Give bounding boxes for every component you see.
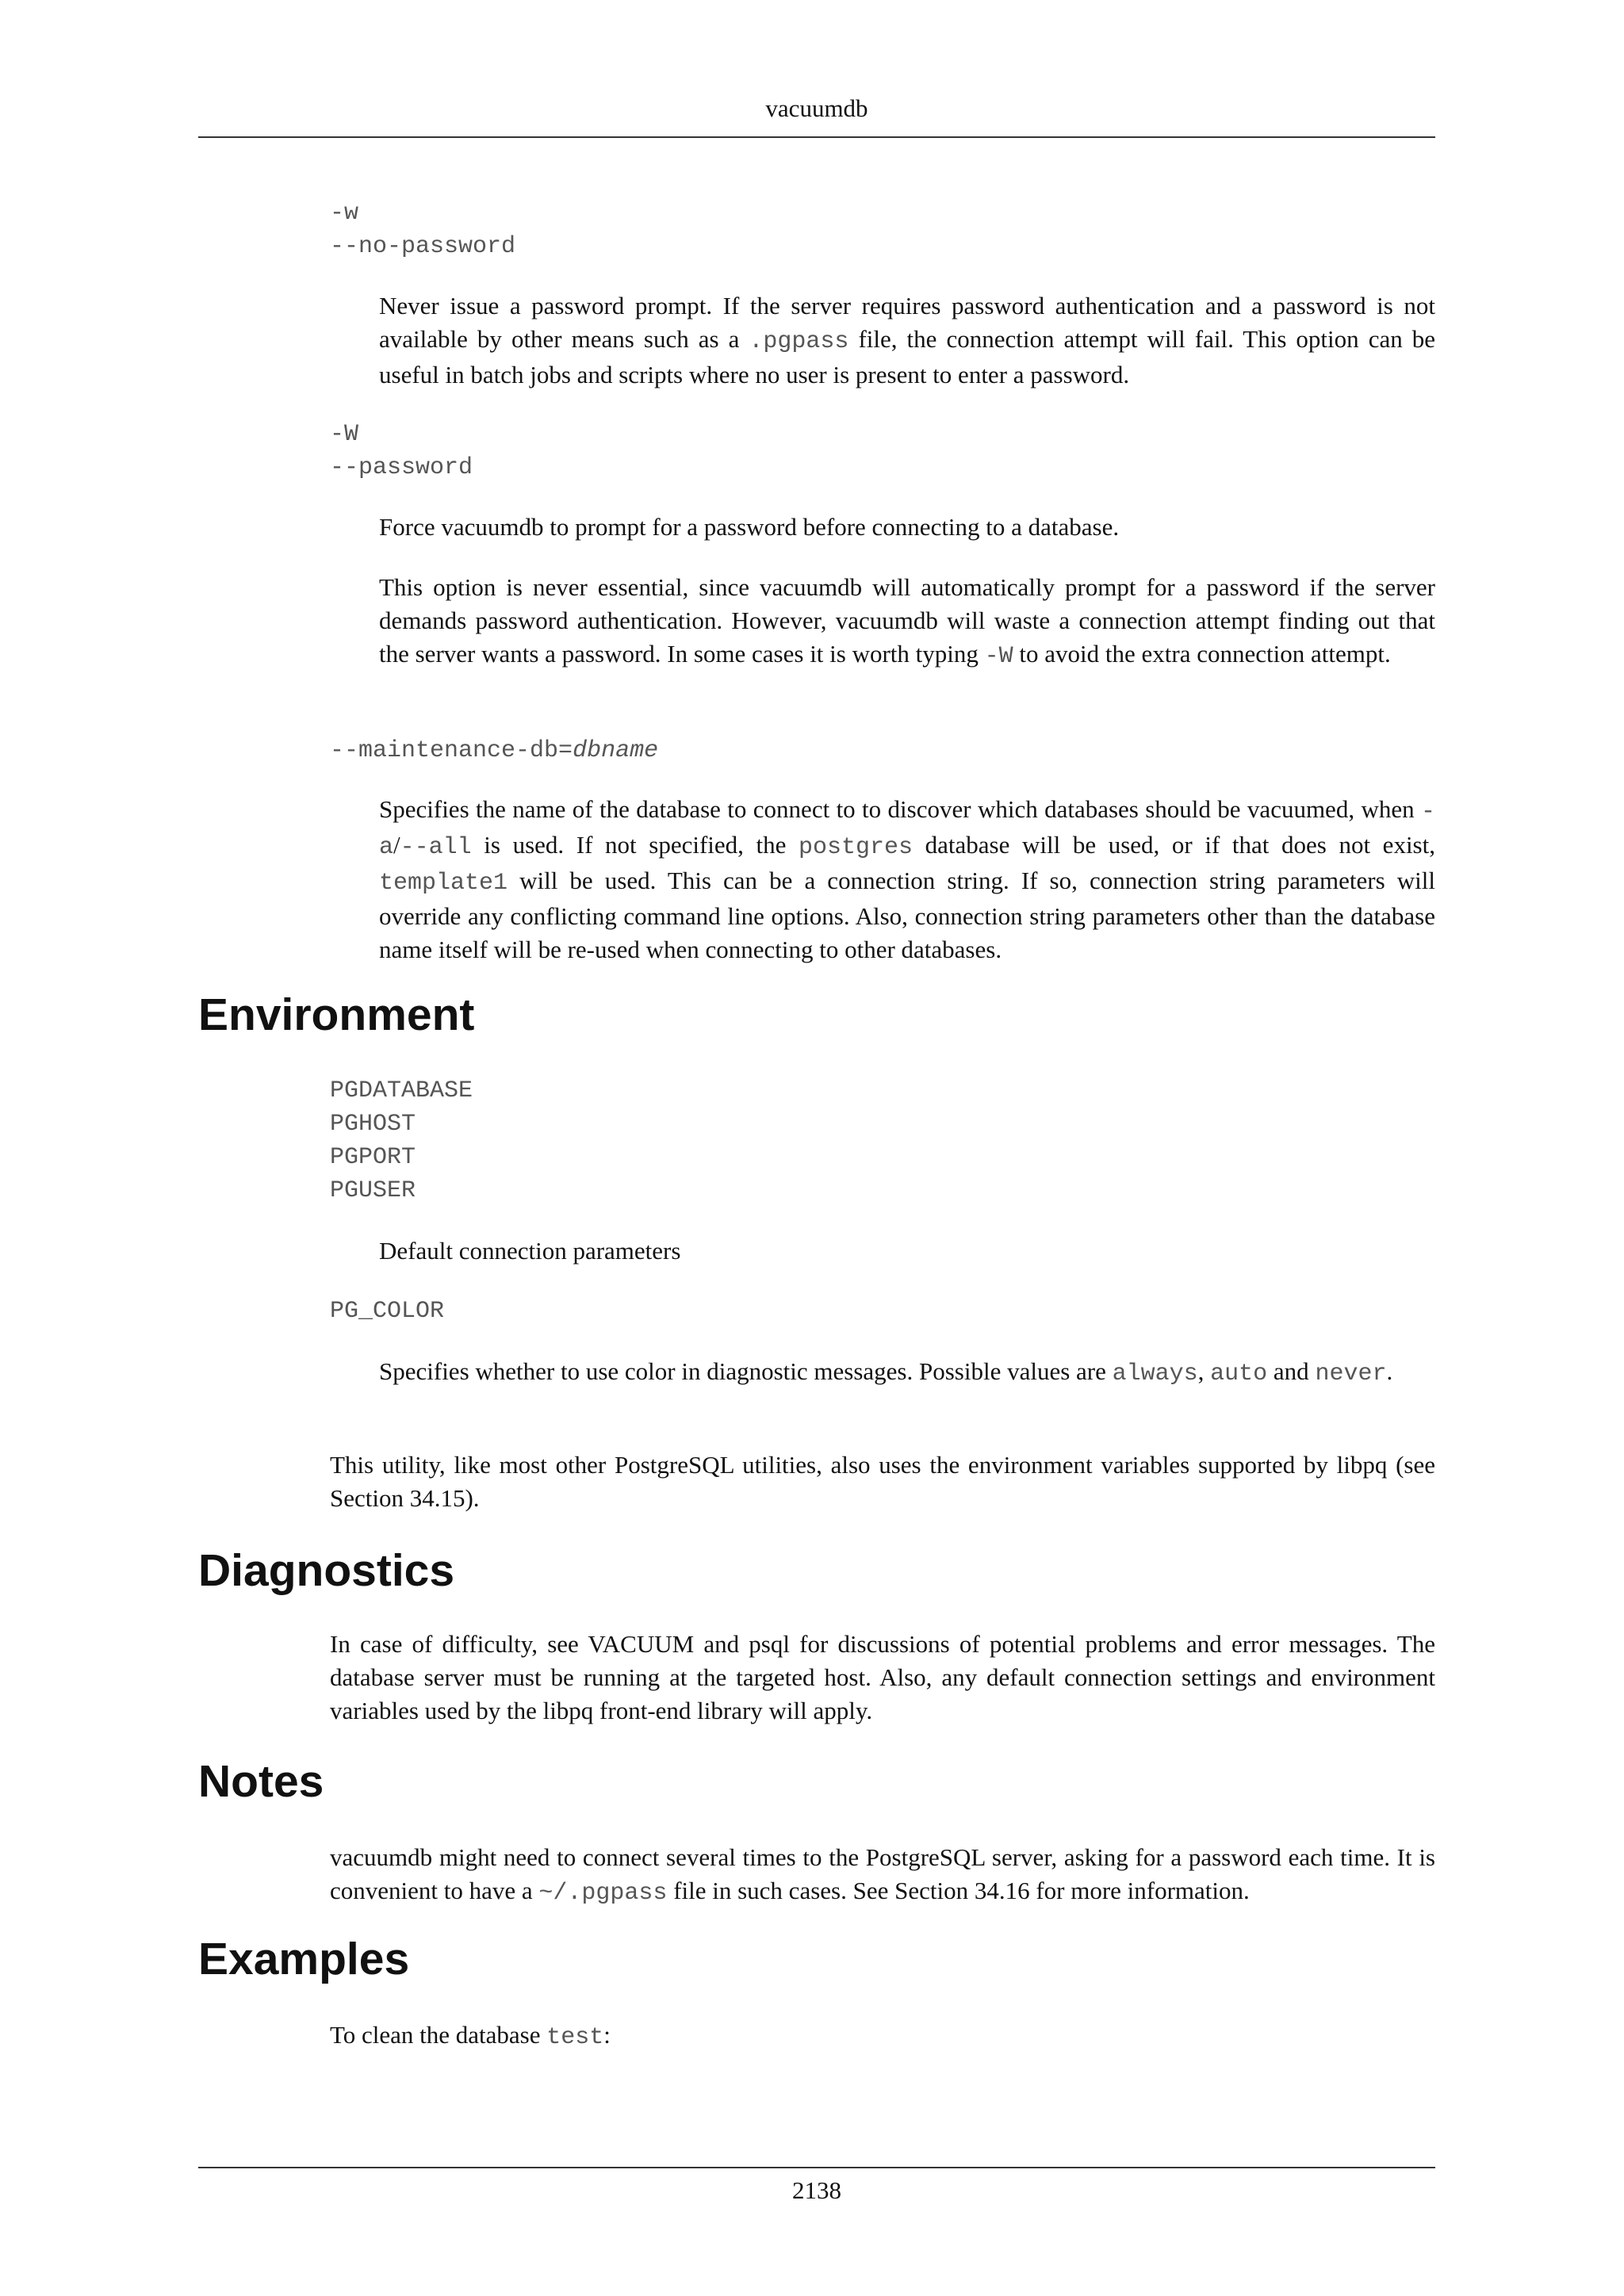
inline-code: postgres: [799, 834, 914, 861]
option-desc-password-p1: Force vacuumdb to prompt for a password before connecting to a database.: [379, 513, 1120, 541]
inline-code: template1: [379, 870, 508, 897]
env-var: PG_COLOR: [330, 1298, 445, 1325]
diagnostics-paragraph: In case of difficulty, see VACUUM and psql for discussions of potential problems and error messages. The database server must be running at the targeted host. Also, any default connection settings and environment variables used by the libpq front-end library will apply.: [330, 1630, 1435, 1724]
inline-code: never: [1315, 1360, 1387, 1387]
header-rule: [198, 136, 1435, 138]
inline-code: auto: [1210, 1360, 1268, 1387]
option-param: dbname: [573, 737, 659, 764]
desc-text: .: [1386, 1357, 1393, 1385]
env-note-paragraph: This utility, like most other PostgreSQL utilities, also uses the environment variables supported by libpq (see Section 34.15).: [330, 1451, 1435, 1512]
desc-text: Specifies the name of the database to connect to to discover which databases should be vacuumed, when: [379, 795, 1421, 823]
option-long: --password: [330, 454, 473, 481]
inline-code: -a: [379, 798, 1435, 861]
desc-text: will be used. This can be a connection string. If so, connection string parameters will override any conflicting command line options. Also, connection string parameters other than the database name itself will be re-used when connecting to other databases.: [379, 867, 1435, 963]
env-vars-desc: Default connection parameters: [379, 1237, 681, 1265]
option-term-no-password: [330, 197, 515, 263]
desc-text: vacuumdb might need to connect several times to the PostgreSQL server, asking for a password each time. It is convenient to have a: [330, 1843, 1435, 1904]
desc-text: to avoid the extra connection attempt.: [1013, 640, 1391, 668]
desc-text: This option is never essential, since vacuumdb will automatically prompt for a password if the server demands password authentication. However, vacuumdb will waste a connection attempt finding out that the server wants a password. In some cases it is worth typing: [379, 573, 1435, 668]
env-var-list: [330, 1074, 473, 1207]
section-heading-diagnostics: Diagnostics: [198, 1545, 455, 1596]
section-heading-examples: Examples: [198, 1934, 410, 1984]
footer-rule: [198, 2167, 1435, 2168]
desc-text: /: [393, 831, 400, 859]
option-desc-no-password: [379, 289, 1435, 392]
desc-text: database will be used, or if that does not exist,: [913, 831, 1435, 859]
option-long: --no-password: [330, 233, 516, 260]
option-short: -W: [330, 421, 359, 448]
desc-text: and: [1267, 1357, 1316, 1385]
inline-code: always: [1112, 1360, 1198, 1387]
running-header-title: vacuumdb: [765, 94, 868, 122]
desc-text: file, the connection attempt will fail. This option can be useful in batch jobs and scripts where no user is present to enter a password.: [379, 325, 1436, 388]
env-var-pg-color: [330, 1295, 444, 1328]
section-heading-notes: Notes: [198, 1756, 324, 1807]
examples-paragraph: [330, 2019, 1435, 2054]
desc-text: file in such cases. See Section 34.16 for more information.: [667, 1877, 1250, 1904]
env-var: PGDATABASE: [330, 1077, 473, 1104]
inline-code: ~/.pgpass: [538, 1880, 668, 1907]
option-short: -w: [330, 200, 359, 227]
env-var: PGHOST: [330, 1111, 416, 1138]
option-desc-maintenance-db: [379, 793, 1435, 966]
desc-text: To clean the database: [330, 2021, 547, 2049]
env-pg-color-desc: [379, 1355, 1435, 1391]
env-var: PGPORT: [330, 1144, 416, 1171]
inline-code: test: [546, 2024, 604, 2051]
inline-code: --all: [400, 834, 472, 861]
inline-code: -W: [984, 643, 1013, 670]
desc-text: Specifies whether to use color in diagnostic messages. Possible values are: [379, 1357, 1113, 1385]
option-long: --maintenance-db=: [330, 737, 573, 764]
inline-code: .pgpass: [749, 328, 849, 355]
desc-text: ,: [1197, 1357, 1211, 1385]
page-number: 2138: [792, 2176, 841, 2204]
option-term-maintenance-db: [330, 733, 658, 767]
notes-paragraph: [330, 1841, 1435, 1910]
desc-text: Never issue a password prompt. If the server requires password authentication and a password is not available by other means such as a: [379, 292, 1435, 353]
section-heading-environment: Environment: [198, 989, 475, 1040]
option-term-password: [330, 418, 473, 484]
desc-text: is used. If not specified, the: [471, 831, 799, 859]
option-desc-password-p2: [379, 571, 1435, 673]
desc-text: :: [603, 2021, 611, 2049]
env-var: PGUSER: [330, 1177, 416, 1204]
